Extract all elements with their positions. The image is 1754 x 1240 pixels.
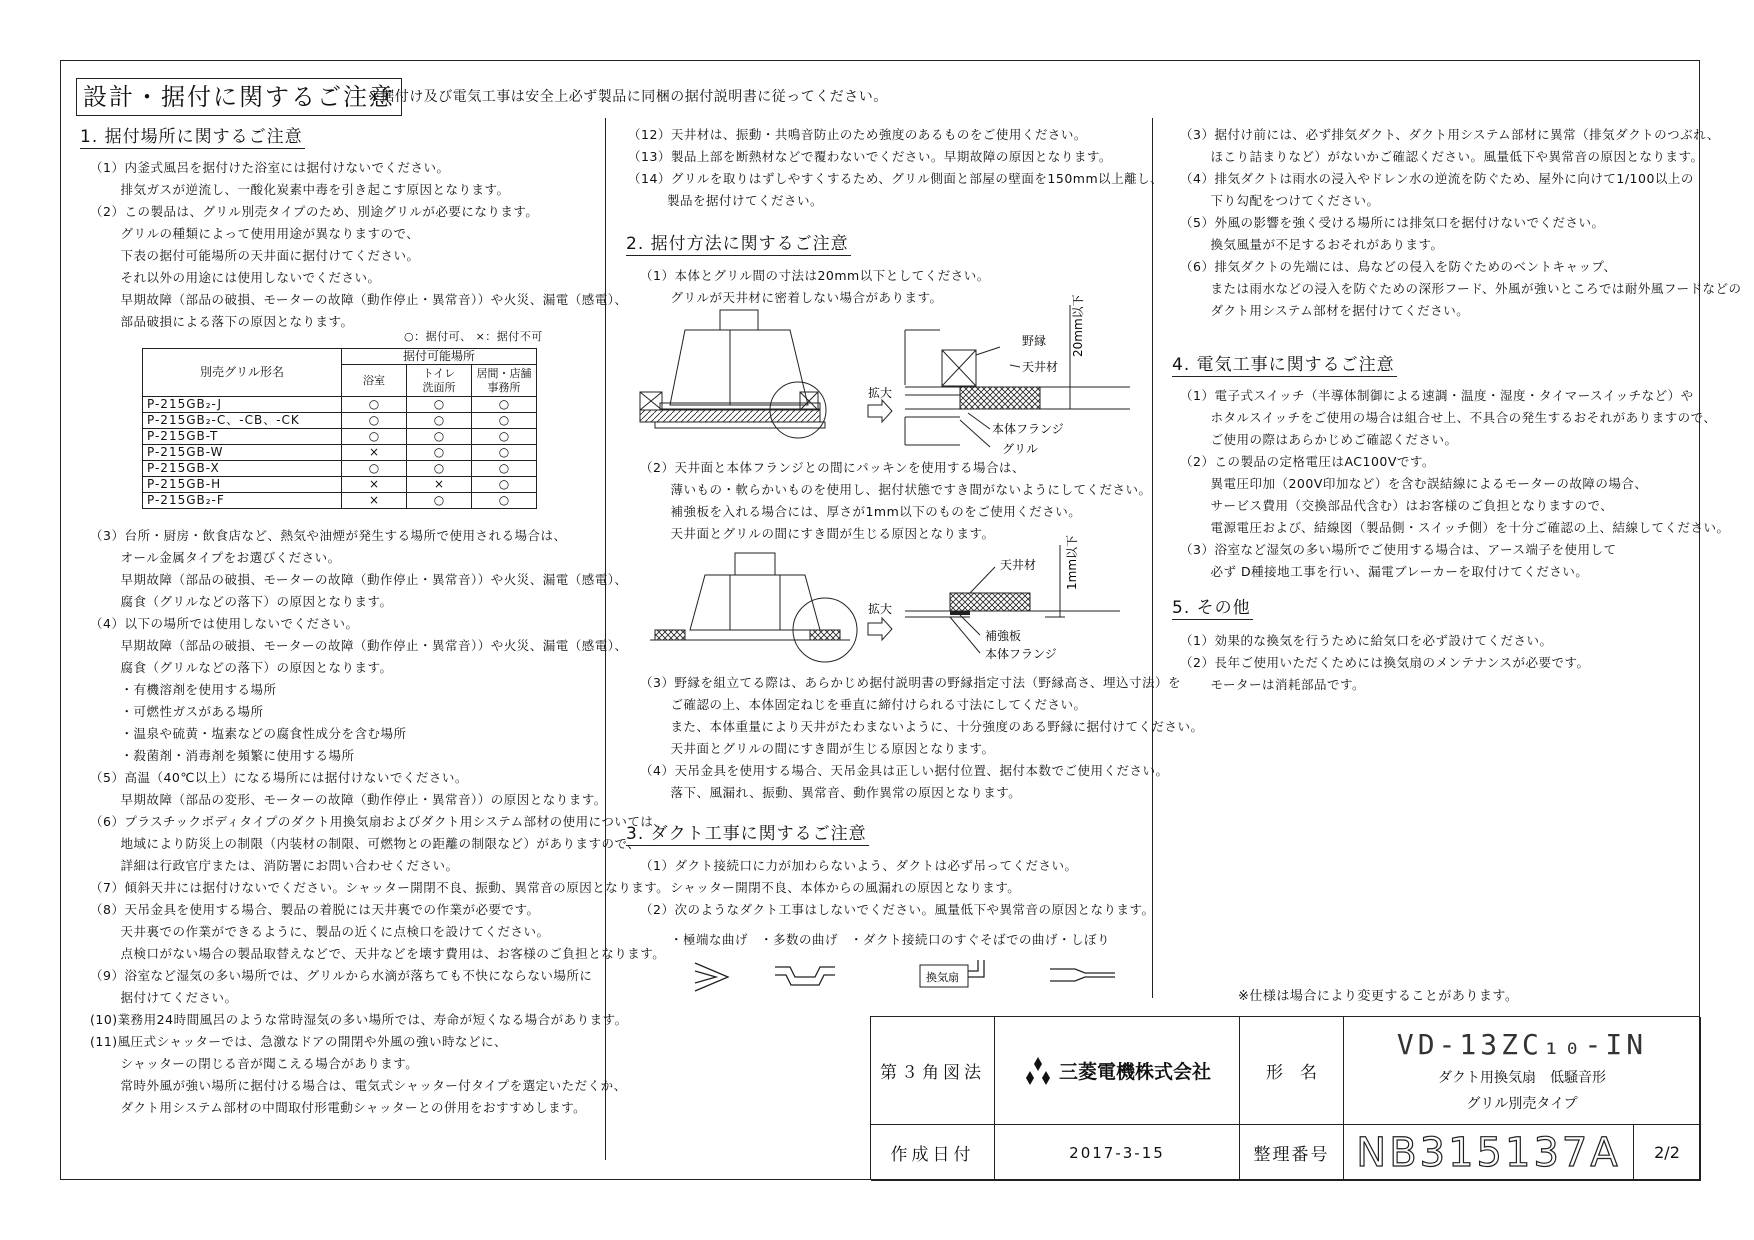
suitability-mark: ○ [407, 493, 472, 509]
suitability-mark: ○ [407, 397, 472, 413]
ceiling-enlarged [950, 593, 1030, 611]
suitability-mark: ○ [472, 397, 537, 413]
suitability-mark: ○ [342, 461, 407, 477]
ceiling-board [655, 630, 685, 640]
table-row [143, 445, 537, 461]
section-5-text [1180, 630, 1589, 696]
text-line: それ以外の用途には使用しないでください。 [90, 270, 381, 285]
date-label: 作成日付 [871, 1125, 995, 1181]
spec-change-note: ※仕様は場合により変更することがあります。 [1238, 989, 1519, 1004]
text-line: 換気風量が不足するおそれがあります。 [1180, 237, 1444, 252]
enlarge-label: 拡大 [868, 386, 893, 400]
text-line: （2）この製品は、グリル別売タイプのため、別途グリルが必要になります。 [90, 204, 539, 219]
duct-item-sharp-bend: ・極端な曲げ [670, 932, 749, 947]
text-line: 異電圧印加（200V印加など）を含む誤結線によるモーターの故障の場合、 [1180, 476, 1648, 491]
grille-model: P-215GB-H [143, 477, 342, 493]
table-legend: ○：据付可、 ×：据付不可 [404, 330, 543, 343]
suitability-mark: ○ [342, 397, 407, 413]
duct-item-many-bends: ・多数の曲げ [760, 932, 839, 947]
text-line: または雨水などの浸入を防ぐための深形フード、外風が強いところでは耐外風フードなどの [1180, 281, 1742, 296]
duct-collar [720, 310, 758, 330]
section-5-heading: 5. その他 [1172, 598, 1251, 618]
label-flange: 本体フランジ [985, 647, 1057, 661]
section-3-text-col3 [1180, 124, 1741, 322]
suitability-mark: ○ [472, 413, 537, 429]
suitability-mark: × [342, 477, 407, 493]
table-row [143, 429, 537, 445]
text-line: （1）電子式スイッチ（半導体制御による速調・温度・湿度・タイマースイッチなど）や [1180, 388, 1694, 403]
label-grille: グリル [1002, 442, 1039, 456]
text-line: （3）野縁を組立てる際は、あらかじめ据付説明書の野縁指定寸法（野縁高さ、埋込寸法）を [640, 675, 1181, 690]
suitability-mark: ○ [472, 429, 537, 445]
text-line: （13）製品上部を断熱材などで覆わないでください。早期故障の原因となります。 [628, 149, 1112, 164]
text-line: （4）以下の場所では使用しないでください。 [90, 616, 359, 631]
text-line: また、本体重量により天井がたわまないように、十分強度のある野縁に据付けてください。 [640, 719, 1204, 734]
text-line: （3）据付け前には、必ず排気ダクト、ダクト用システム部材に異常（排気ダクトのつぶれ、 [1180, 127, 1720, 142]
text-line: グリルの種類によって使用用途が異なりますので、 [90, 226, 420, 241]
table-col-head: 浴室 [342, 365, 407, 397]
section-3-heading: 3. ダクト工事に関するご注意 [626, 824, 867, 844]
safety-note: ※据付け及び電気工事は安全上必ず製品に同梱の据付説明書に従ってください。 [368, 89, 888, 105]
text-line: （3）浴室など湿気の多い場所でご使用する場合は、アース端子を使用して [1180, 542, 1617, 557]
grille-model: P-215GB₂-C、-CB、-CK [143, 413, 342, 429]
text-line: （6）プラスチックボディタイプのダクト用換気扇およびダクト用システム部材の使用については、 [90, 814, 667, 829]
text-line: 常時外風が強い場所に据付ける場合は、電気式シャッター付タイプを選定いただくか、 [90, 1078, 627, 1093]
text-line: 補強板を入れる場合には、厚さが1mm以下のものをご使用ください。 [640, 504, 1082, 519]
text-line: モーターは消耗部品です。 [1180, 677, 1365, 692]
text-line: 早期故障（部品の破損、モーターの故障（動作停止・異常音））や火災、漏電（感電）、 [90, 572, 628, 587]
grille-model: P-215GB₂-F [143, 493, 342, 509]
text-line: 詳細は行政官庁または、消防署にお問い合わせください。 [90, 858, 459, 873]
section-1-text-col2 [628, 124, 1163, 212]
text-line: グリルが天井材に密着しない場合があります。 [640, 290, 943, 305]
table-row [143, 397, 537, 413]
date-value: 2017-3-15 [995, 1125, 1240, 1181]
mitsubishi-logo-icon [1023, 1057, 1053, 1085]
grille-model: P-215GB-W [143, 445, 342, 461]
company-name: 三菱電機株式会社 [1058, 1061, 1211, 1083]
text-line: （2）天井面と本体フランジとの間にパッキンを使用する場合は、 [640, 460, 1026, 475]
text-line: （1）効果的な換気を行うために給気口を必ず設けてください。 [1180, 633, 1553, 648]
text-line: （5）高温（40℃以上）になる場所には据付けないでください。 [90, 770, 468, 785]
text-line: ほこり詰まりなど）がないかご確認ください。風量低下や異常音の原因となります。 [1180, 149, 1704, 164]
document-number: NB315137A [1344, 1125, 1634, 1181]
text-line: 地域により防災上の制限（内装材の制限、可燃物との距離の制限など）がありますので、 [90, 836, 641, 851]
text-line: 排気ガスが逆流し、一酸化炭素中毒を引き起こす原因となります。 [90, 182, 510, 197]
grille-model: P-215GB-X [143, 461, 342, 477]
dimension-label: 20mm以下 [1071, 294, 1085, 357]
text-line: ・温泉や硫黄・塩素などの腐食性成分を含む場所 [90, 726, 407, 741]
text-line: （2）この製品の定格電圧はAC100Vです。 [1180, 454, 1435, 469]
suitability-mark: ○ [407, 429, 472, 445]
grille [655, 422, 825, 428]
model-number: VD-13ZC₁₀-IN [1396, 1028, 1648, 1061]
text-line: （12）天井材は、振動・共鳴音防止のため強度のあるものをご使用ください。 [628, 127, 1087, 142]
suitability-mark: ○ [472, 445, 537, 461]
text-line: （5）外風の影響を強く受ける場所には排気口を据付けないでください。 [1180, 215, 1605, 230]
text-line: （2）次のようなダクト工事はしないでください。風量低下や異常音の原因となります。 [640, 902, 1155, 917]
text-line: （8）天吊金具を使用する場合、製品の着脱には天井裏での作業が必要です。 [90, 902, 540, 917]
section-4-heading: 4. 電気工事に関するご注意 [1172, 355, 1395, 375]
fan-body [690, 575, 820, 630]
text-line: （3）台所・厨房・飲食店など、熱気や油煙が発生する場所で使用される場合は、 [90, 528, 567, 543]
page-title: 設計・据付に関するご注意 [76, 78, 402, 116]
suitability-mark: × [407, 477, 472, 493]
suitability-mark: ○ [407, 461, 472, 477]
text-line: ダクト用システム部材の中間取付形電動シャッターとの併用をおすすめします。 [90, 1100, 587, 1115]
fan-box-label: 換気扇 [926, 971, 959, 984]
text-line: サービス費用（交換部品代含む）はお客様のご負担となりますので、 [1180, 498, 1614, 513]
title-block [870, 1016, 1700, 1180]
grille-model: P-215GB-T [143, 429, 342, 445]
text-line: 点検口がない場合の製品取替えなどで、天井などを壊す費用は、お客様のご負担となります。 [90, 946, 666, 961]
table-head-name: 別売グリル形名 [143, 349, 342, 397]
section-1-heading: 1. 据付場所に関するご注意 [80, 127, 303, 147]
duct-item-bend-near: ・ダクト接続口のすぐそばでの曲げ [850, 932, 1059, 947]
table-head-group: 据付可能場所 [342, 349, 537, 365]
page-number: 2/2 [1634, 1125, 1701, 1181]
table-row [143, 493, 537, 509]
text-line: （7）傾斜天井には据付けないでください。シャッター開閉不良、振動、異常音の原因となります。 [90, 880, 670, 895]
constriction-icon [1050, 969, 1115, 981]
suitability-mark: ○ [472, 493, 537, 509]
text-line: （1）内釜式風呂を据付けた浴室には据付けないでください。 [90, 160, 450, 175]
text-line: （14）グリルを取りはずしやすくするため、グリル側面と部屋の壁面を150mm以上離し、 [628, 171, 1164, 186]
grille-model: P-215GB₂-J [143, 397, 342, 413]
text-line: 必ず D種接地工事を行い、漏電ブレーカーを取付けてください。 [1180, 564, 1589, 579]
text-line: 下り勾配をつけてください。 [1180, 193, 1380, 208]
many-bends-icon [775, 967, 835, 985]
section-1-text [90, 157, 627, 333]
company-cell [995, 1017, 1240, 1125]
reinforcement-plate [950, 611, 970, 615]
text-line: ご使用の際はあらかじめご確認ください。 [1180, 432, 1458, 447]
text-line: 薄いもの・軟らかいものを使用し、据付状態ですき間がないようにしてください。 [640, 482, 1152, 497]
text-line: ご確認の上、本体固定ねじを垂直に締付けられる寸法にしてください。 [640, 697, 1087, 712]
suitability-mark: ○ [407, 445, 472, 461]
section-2-text-a [640, 265, 990, 309]
model-cell [1344, 1017, 1701, 1125]
text-line: ・有機溶剤を使用する場所 [90, 682, 277, 697]
grille-table-wrap [142, 348, 537, 509]
suitability-mark: ○ [407, 413, 472, 429]
suitability-mark: ○ [342, 413, 407, 429]
arrow-icon [868, 400, 892, 422]
label-ceiling: 天井材 [1022, 360, 1059, 374]
text-line: 下表の据付可能場所の天井面に据付けてください。 [90, 248, 420, 263]
text-line: シャッターの閉じる音が聞こえる場合があります。 [90, 1056, 419, 1071]
suitability-mark: ○ [472, 461, 537, 477]
model-desc-2: グリル別売タイプ [1466, 1096, 1578, 1112]
duct-item-constriction: ・しぼり [1058, 932, 1111, 947]
text-line: ・殺菌剤・消毒剤を頻繁に使用する場所 [90, 748, 355, 763]
text-line: （4）天吊金具を使用する場合、天吊金具は正しい据付位置、据付本数でご使用ください。 [640, 763, 1169, 778]
ceiling-board [640, 410, 820, 422]
text-line: 部品破損による落下の原因となります。 [90, 314, 354, 329]
model-desc-1: ダクト用換気扇 低騒音形 [1438, 1070, 1606, 1086]
text-line: ダクト用システム部材を据付けてください。 [1180, 303, 1470, 318]
text-line: （1）ダクト接続口に力が加わらないよう、ダクトは必ず吊ってください。 [640, 858, 1078, 873]
text-line: 電源電圧および、結線図（製品側・スイッチ側）を十分ご確認の上、結線してください。 [1180, 520, 1730, 535]
label-ceiling: 天井材 [1000, 558, 1037, 572]
text-line: 天井面とグリルの間にすき間が生じる原因となります。 [640, 741, 995, 756]
text-line: （2）長年ご使用いただくためには換気扇のメンテナンスが必要です。 [1180, 655, 1590, 670]
section-2-text-b [640, 457, 1151, 545]
table-col-head: トイレ 洗面所 [407, 365, 472, 397]
table-row [143, 461, 537, 477]
text-line: 早期故障（部品の変形、モーターの故障（動作停止・異常音））の原因となります。 [90, 792, 607, 807]
section-2-text-c [640, 672, 1203, 804]
section-4-text [1180, 385, 1729, 583]
text-line: 早期故障（部品の破損、モーターの故障（動作停止・異常音））や火災、漏電（感電）、 [90, 292, 628, 307]
text-line: （6）排気ダクトの先端には、鳥などの侵入を防ぐためのベントキャップ、 [1180, 259, 1617, 274]
text-line: 腐食（グリルなどの落下）の原因となります。 [90, 660, 393, 675]
suitability-mark: ○ [342, 429, 407, 445]
enlarge-label: 拡大 [868, 602, 893, 616]
text-line: （4）排気ダクトは雨水の浸入やドレン水の逆流を防ぐため、屋外に向けて1/100以上の [1180, 171, 1694, 186]
text-line: 早期故障（部品の破損、モーターの故障（動作停止・異常音））や火災、漏電（感電）、 [90, 638, 628, 653]
text-line: 据付けてください。 [90, 990, 238, 1005]
suitability-mark: × [342, 493, 407, 509]
table-row [143, 477, 537, 493]
text-line: (11)風圧式シャッターでは、急激なドアの開閉や外風の強い時などに、 [90, 1034, 508, 1049]
suitability-mark: × [342, 445, 407, 461]
projection-method: 第３角図法 [871, 1017, 995, 1125]
duct-collar [735, 553, 775, 575]
text-line: 天井裏での作業ができるように、製品の近くに点検口を設けてください。 [90, 924, 550, 939]
text-line: （1）本体とグリル間の寸法は20mm以下としてください。 [640, 268, 990, 283]
install-figure-2 [650, 534, 1130, 665]
text-line: ホタルスイッチをご使用の場合は組合せ上、不具合の発生するおそれがありますので、 [1180, 410, 1717, 425]
sharp-bend-icon [695, 963, 728, 991]
section-2-heading: 2. 据付方法に関するご注意 [626, 234, 849, 254]
section-3-text [640, 855, 1154, 921]
duct-bad-figures [690, 955, 1130, 1000]
number-label: 整理番号 [1240, 1125, 1344, 1181]
text-line: 腐食（グリルなどの落下）の原因となります。 [90, 594, 393, 609]
text-line: (10)業務用24時間風呂のような常時湿気の多い場所では、寿命が短くなる場合があります。 [90, 1012, 628, 1027]
text-line: 天井面とグリルの間にすき間が生じる原因となります。 [640, 526, 995, 541]
arrow-icon [868, 618, 892, 640]
suitability-mark: ○ [472, 477, 537, 493]
ceiling-enlarged [960, 387, 1040, 409]
table-col-head: 居間・店舗 事務所 [472, 365, 537, 397]
dimension-label: 1mm以下 [1065, 534, 1079, 590]
section-1-text-cont [90, 525, 669, 1119]
model-label: 形 名 [1240, 1017, 1344, 1125]
text-line: 落下、風漏れ、振動、異常音、動作異常の原因となります。 [640, 785, 1022, 800]
label-plate: 補強板 [985, 629, 1022, 643]
near-bend-icon [968, 960, 984, 977]
text-line: 製品を据付けてください。 [628, 193, 824, 208]
grille-table [142, 348, 537, 509]
text-line: （9）浴室など湿気の多い場所では、グリルから水滴が落ちても不快にならない場所に [90, 968, 593, 983]
label-flange: 本体フランジ [992, 422, 1064, 436]
table-row [143, 413, 537, 429]
label-noen: 野縁 [1022, 334, 1047, 348]
text-line: オール金属タイプをお選びください。 [90, 550, 341, 565]
fan-body [670, 330, 808, 405]
text-line: ・可燃性ガスがある場所 [90, 704, 264, 719]
text-line: シャッター開閉不良、本体からの風漏れの原因となります。 [640, 880, 1021, 895]
